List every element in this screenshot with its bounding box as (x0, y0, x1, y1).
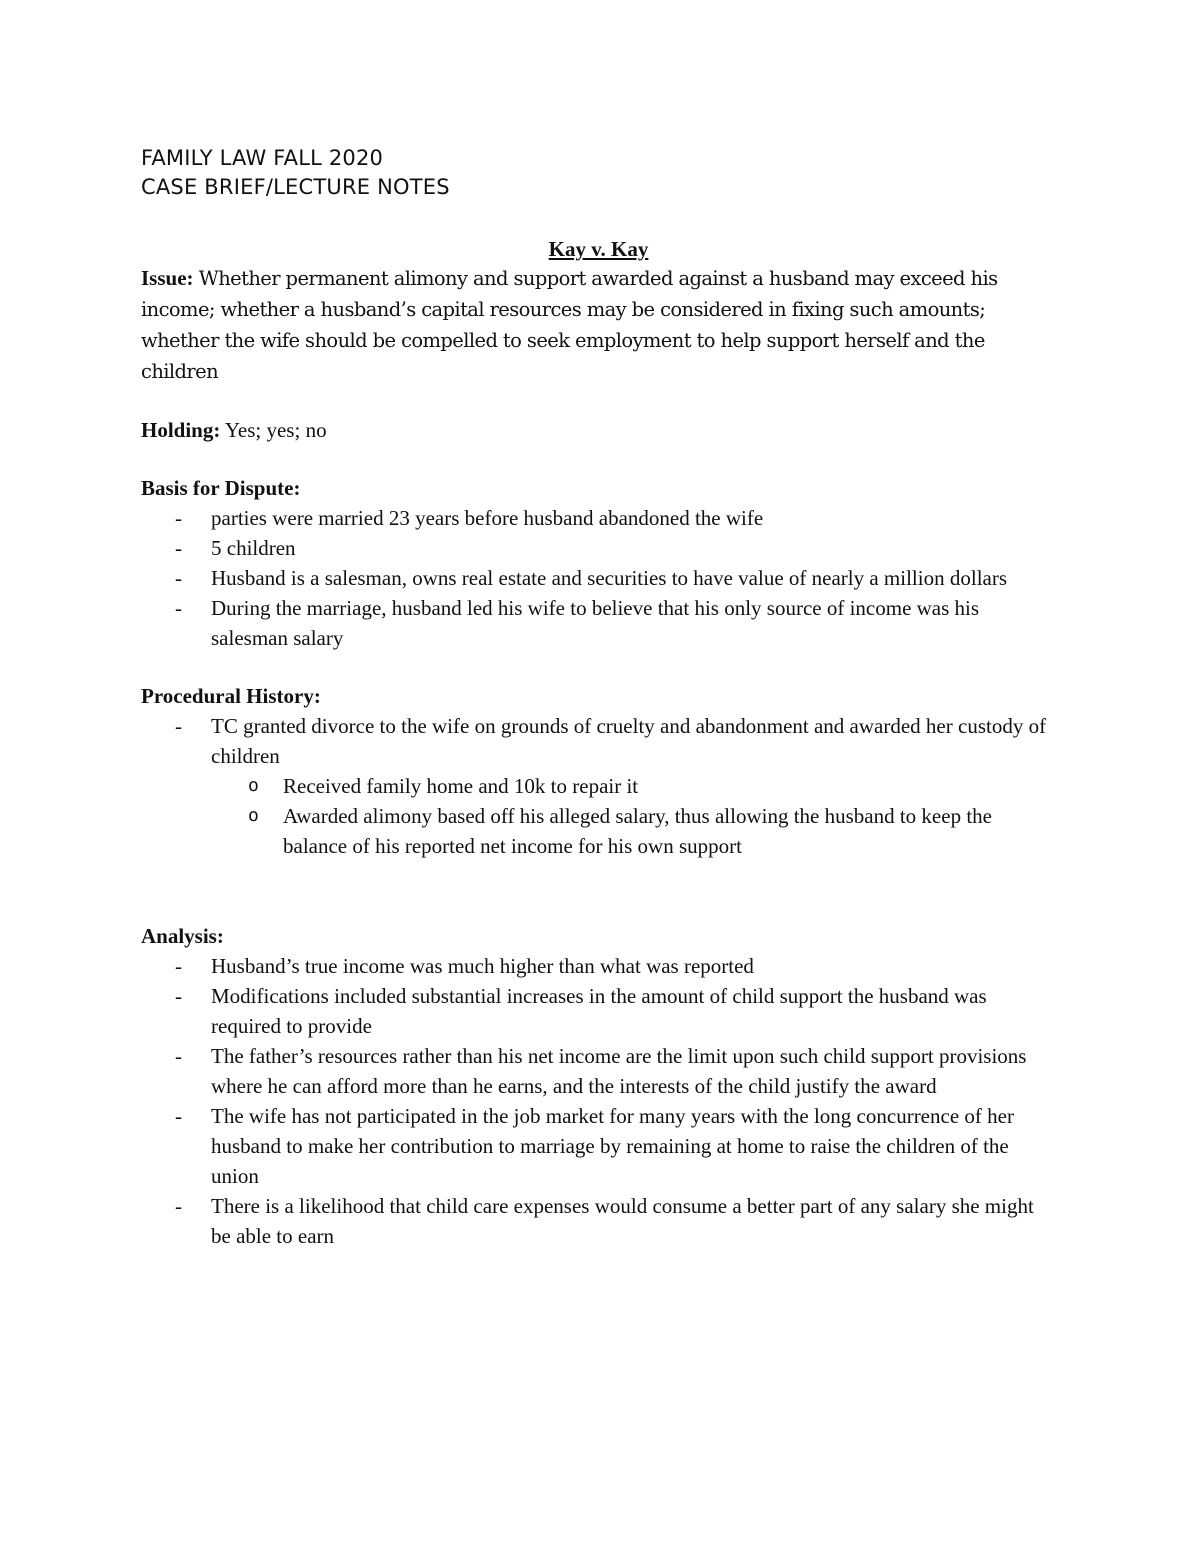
dash-bullet: - (175, 954, 182, 978)
dash-bullet: - (175, 1044, 182, 1068)
list-item-text: The father’s resources rather than his net income are the limit upon such child support provisions where he can afford more than he earns, and the interests of the child justify the award (211, 1044, 1027, 1098)
list-item (141, 1041, 1056, 1101)
list-item (141, 711, 1056, 771)
procedural-sublist (211, 771, 1056, 861)
list-item (141, 563, 1056, 593)
circle-bullet: o (248, 775, 259, 796)
list-item (141, 1101, 1056, 1191)
list-item-text: During the marriage, husband led his wife to believe that his only source of income was his salesman salary (211, 596, 980, 650)
list-item (141, 593, 1056, 653)
list-item (141, 503, 1056, 533)
list-item (141, 533, 1056, 563)
spacer (141, 861, 1056, 921)
sublist-item (211, 801, 1056, 861)
holding-label: Holding: (141, 418, 221, 442)
document-page (141, 144, 1056, 1251)
dash-bullet: - (175, 714, 182, 738)
list-item (141, 1191, 1056, 1251)
sublist-item-text: Received family home and 10k to repair it (283, 774, 639, 798)
list-item-text: parties were married 23 years before husband abandoned the wife (211, 506, 764, 530)
circle-bullet: o (248, 805, 259, 826)
procedural-heading: Procedural History: (141, 684, 321, 708)
issue-text: Whether permanent alimony and support awarded against a husband may exceed his income; whether a husband’s capital resources may be considered in fixing such amounts; whether the wife should be compelled to seek employment to help support herself and the children (141, 267, 998, 383)
procedural-list (141, 711, 1056, 771)
dash-bullet: - (175, 984, 182, 1008)
holding-text: Yes; yes; no (224, 418, 327, 442)
list-item-text: Modifications included substantial increases in the amount of child support the husband was required to provide (211, 984, 987, 1038)
course-title: FAMILY LAW FALL 2020 (141, 146, 384, 170)
list-item-text: The wife has not participated in the job market for many years with the long concurrence of her husband to make her contribution to marriage by remaining at home to raise the children of the union (211, 1104, 1014, 1188)
list-item-text: TC granted divorce to the wife on grounds of cruelty and abandonment and awarded her custody of children (211, 714, 1047, 768)
spacer (141, 653, 1056, 681)
list-item (141, 981, 1056, 1041)
list-item-text: Husband’s true income was much higher than what was reported (211, 954, 754, 978)
document-subtitle: CASE BRIEF/LECTURE NOTES (141, 175, 450, 199)
sublist-item-text: Awarded alimony based off his alleged salary, thus allowing the husband to keep the balance of his reported net income for his own support (283, 804, 992, 858)
list-item (141, 951, 1056, 981)
issue-label: Issue: (141, 266, 194, 290)
analysis-list (141, 951, 1056, 1251)
list-item-text: 5 children (211, 536, 296, 560)
list-item-text: Husband is a salesman, owns real estate and securities to have value of nearly a million dollars (211, 566, 1008, 590)
dash-bullet: - (175, 566, 182, 590)
dash-bullet: - (175, 1104, 182, 1128)
holding-paragraph (141, 415, 1056, 445)
basis-list (141, 503, 1056, 653)
dash-bullet: - (175, 506, 182, 530)
dash-bullet: - (175, 536, 182, 560)
case-title: Kay v. Kay (548, 237, 649, 261)
analysis-heading: Analysis: (141, 924, 224, 948)
basis-heading: Basis for Dispute: (141, 476, 301, 500)
issue-paragraph (141, 263, 1056, 387)
sublist-item (211, 771, 1056, 801)
list-item-text: There is a likelihood that child care expenses would consume a better part of any salary she might be able to earn (211, 1194, 1034, 1248)
dash-bullet: - (175, 1194, 182, 1218)
spacer (141, 387, 1056, 415)
spacer (141, 445, 1056, 473)
dash-bullet: - (175, 596, 182, 620)
